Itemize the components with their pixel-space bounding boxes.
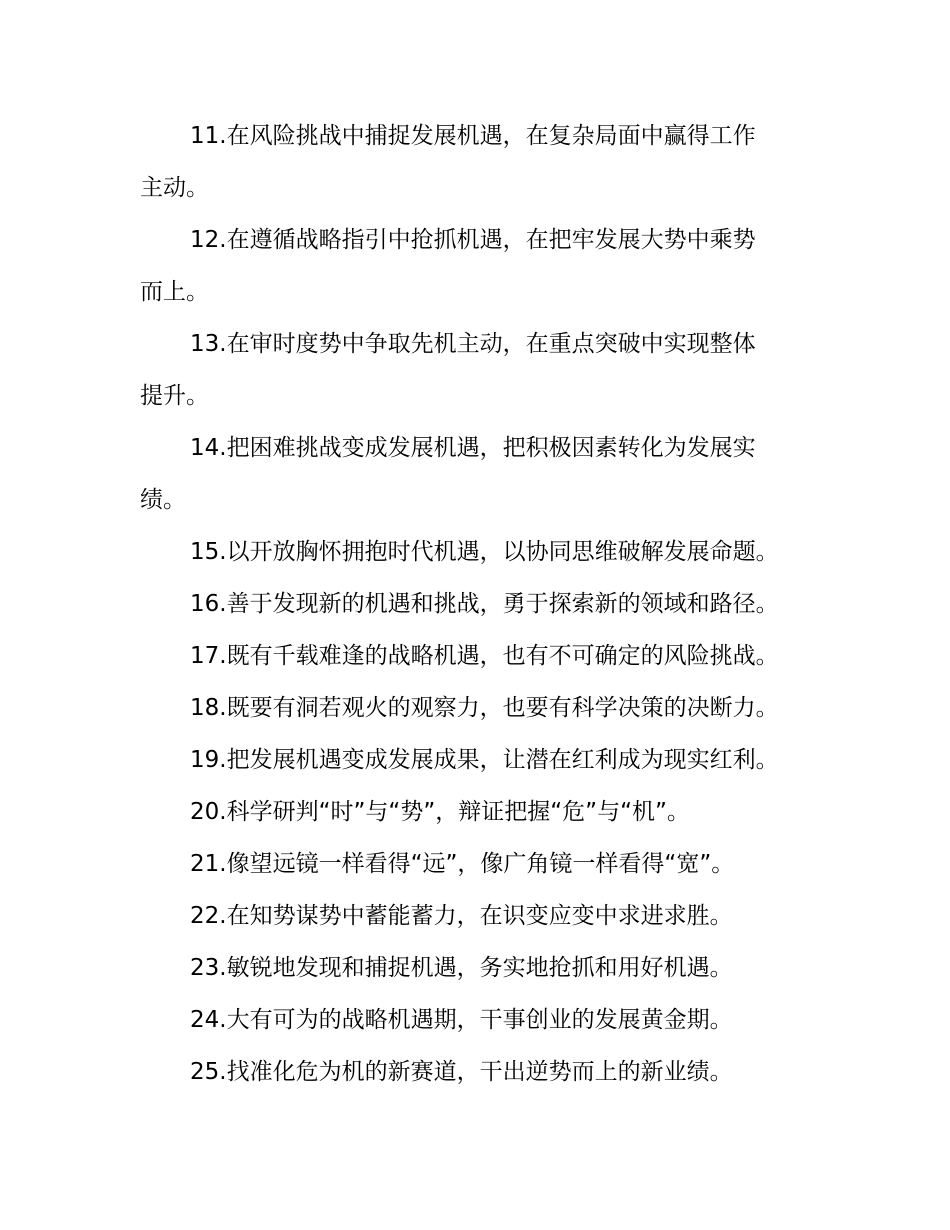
paragraph-13: 13.在审时度势中争取先机主动，在重点突破中实现整体 提升。 [140, 331, 756, 409]
paragraph-12: 12.在遵循战略指引中抢抓机遇，在把牢发展大势中乘势 而上。 [140, 227, 756, 305]
paragraph-23: 23.敏锐地发现和捕捉机遇，务实地抢抓和用好机遇。 [190, 955, 733, 981]
paragraph-25: 25.找准化危为机的新赛道，干出逆势而上的新业绩。 [190, 1059, 733, 1085]
paragraph-14: 14.把困难挑战变成发展机遇，把积极因素转化为发展实 绩。 [140, 435, 756, 513]
paragraph-22: 22.在知势谋势中蓄能蓄力，在识变应变中求进求胜。 [190, 903, 733, 929]
paragraph-19: 19.把发展机遇变成发展成果，让潜在红利成为现实红利。 [190, 747, 779, 773]
paragraph-20: 20.科学研判“时”与“势”，辩证把握“危”与“机”。 [190, 799, 690, 825]
paragraph-17: 17.既有千载难逢的战略机遇，也有不可确定的风险挑战。 [190, 643, 779, 669]
paragraph-21: 21.像望远镜一样看得“远”，像广角镜一样看得“宽”。 [190, 851, 735, 877]
document-body [140, 110, 812, 1098]
paragraph-24: 24.大有可为的战略机遇期，干事创业的发展黄金期。 [190, 1007, 733, 1033]
paragraph-18: 18.既要有洞若观火的观察力，也要有科学决策的决断力。 [190, 695, 779, 721]
paragraph-16: 16.善于发现新的机遇和挑战，勇于探索新的领域和路径。 [190, 591, 779, 617]
paragraph-11: 11.在风险挑战中捕捉发展机遇，在复杂局面中赢得工作 主动。 [140, 123, 756, 201]
paragraph-15: 15.以开放胸怀拥抱时代机遇，以协同思维破解发展命题。 [190, 539, 779, 565]
